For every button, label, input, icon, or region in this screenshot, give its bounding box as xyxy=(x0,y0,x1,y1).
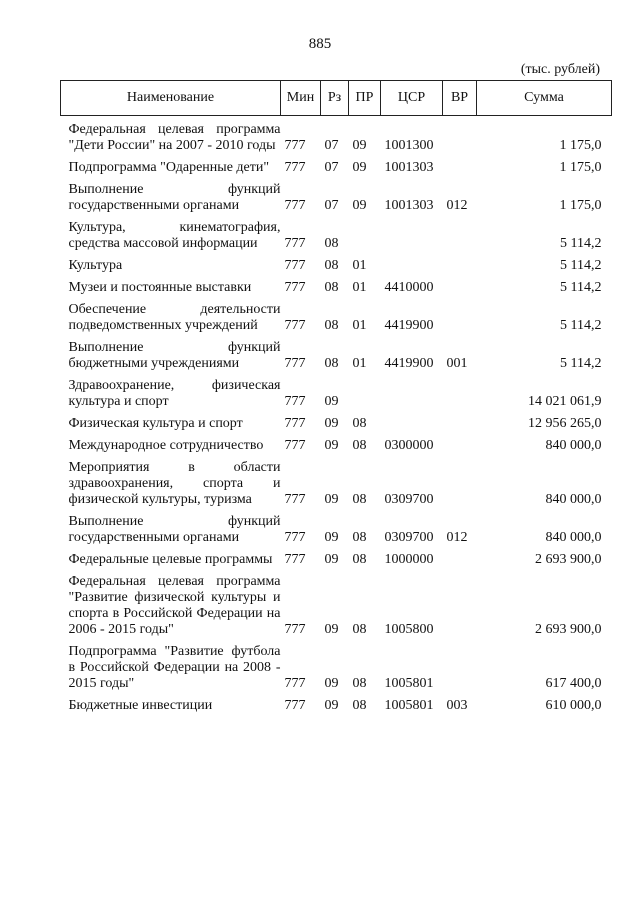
cell-csr: 1005801 xyxy=(384,698,434,713)
cell-name: Федеральная целевая программа "Развитие физической культуры и спорта в Российской Федерации на 2006 - 2015 годы" xyxy=(68,574,281,637)
cell-csr: 0300000 xyxy=(384,438,434,453)
cell-vr xyxy=(443,274,477,296)
cell-vr xyxy=(443,252,477,274)
cell-sum: 5 114,2 xyxy=(560,318,602,333)
cell-min: 777 xyxy=(284,280,306,295)
cell-min: 777 xyxy=(284,318,306,333)
cell-csr: 1000000 xyxy=(384,552,434,567)
cell-pr: 08 xyxy=(352,492,367,507)
table-header xyxy=(61,81,612,116)
cell-rz: 08 xyxy=(324,236,339,251)
cell-rz: 07 xyxy=(324,138,339,153)
cell-csr: 0309700 xyxy=(384,492,434,507)
table-row xyxy=(61,116,612,155)
cell-csr xyxy=(381,372,443,410)
table-row xyxy=(61,410,612,432)
cell-rz: 08 xyxy=(324,258,339,273)
cell-name: Выполнение функций государственными органами xyxy=(68,182,281,213)
cell-min: 777 xyxy=(284,160,306,175)
cell-sum: 1 175,0 xyxy=(559,160,602,175)
table-row xyxy=(61,274,612,296)
cell-pr: 08 xyxy=(352,552,367,567)
cell-csr: 1001300 xyxy=(384,138,434,153)
cell-csr: 1001303 xyxy=(384,198,434,213)
budget-table xyxy=(60,80,612,714)
cell-pr: 08 xyxy=(352,530,367,545)
cell-csr: 0309700 xyxy=(384,530,434,545)
cell-vr xyxy=(443,372,477,410)
cell-vr xyxy=(443,154,477,176)
cell-sum: 2 693 900,0 xyxy=(535,552,602,567)
table-row xyxy=(61,334,612,372)
cell-name: Обеспечение деятельности подведомственных учреждений xyxy=(68,302,281,333)
cell-rz: 07 xyxy=(324,198,339,213)
page-number: 885 xyxy=(308,36,332,52)
cell-pr xyxy=(349,214,381,252)
cell-pr: 09 xyxy=(352,160,367,175)
cell-pr: 01 xyxy=(352,280,367,295)
cell-name: Выполнение функций государственными органами xyxy=(68,514,281,545)
table-row xyxy=(61,638,612,692)
cell-min: 777 xyxy=(284,138,306,153)
cell-pr: 08 xyxy=(352,676,367,691)
table-row xyxy=(61,546,612,568)
cell-pr: 01 xyxy=(352,258,367,273)
table-row xyxy=(61,568,612,638)
cell-vr xyxy=(443,546,477,568)
table-row xyxy=(61,214,612,252)
table-body xyxy=(61,116,612,715)
cell-name: Здравоохранение, физическая культура и спорт xyxy=(68,378,281,409)
cell-sum: 610 000,0 xyxy=(545,698,602,713)
cell-pr: 08 xyxy=(352,416,367,431)
table-row xyxy=(61,252,612,274)
cell-name: Подпрограмма "Развитие футбола в Российской Федерации на 2008 - 2015 годы" xyxy=(68,644,281,691)
cell-sum: 14 021 061,9 xyxy=(528,394,602,409)
table-row xyxy=(61,296,612,334)
cell-csr: 4419900 xyxy=(384,356,434,371)
header-vr: ВР xyxy=(443,81,477,116)
table-row xyxy=(61,432,612,454)
cell-vr xyxy=(443,638,477,692)
cell-sum: 1 175,0 xyxy=(559,198,602,213)
cell-name: Федеральные целевые программы xyxy=(68,552,273,567)
cell-vr xyxy=(443,296,477,334)
cell-pr: 08 xyxy=(352,438,367,453)
cell-pr: 08 xyxy=(352,698,367,713)
cell-min: 777 xyxy=(284,198,306,213)
cell-vr xyxy=(443,454,477,508)
cell-sum: 840 000,0 xyxy=(545,530,602,545)
cell-min: 777 xyxy=(284,676,306,691)
cell-rz: 09 xyxy=(324,394,339,409)
cell-pr: 09 xyxy=(352,198,367,213)
table-row xyxy=(61,372,612,410)
cell-name: Федеральная целевая программа "Дети России" на 2007 - 2010 годы xyxy=(68,122,281,153)
cell-sum: 617 400,0 xyxy=(545,676,602,691)
cell-rz: 09 xyxy=(324,438,339,453)
cell-rz: 08 xyxy=(324,280,339,295)
cell-sum: 2 693 900,0 xyxy=(535,622,602,637)
cell-name: Музеи и постоянные выставки xyxy=(68,280,252,295)
cell-vr: 003 xyxy=(446,698,468,713)
cell-min: 777 xyxy=(284,236,306,251)
cell-min: 777 xyxy=(284,552,306,567)
cell-sum: 5 114,2 xyxy=(560,258,602,273)
cell-min: 777 xyxy=(284,416,306,431)
cell-rz: 08 xyxy=(324,356,339,371)
cell-name: Культура, кинематография, средства массовой информации xyxy=(68,220,281,251)
cell-pr: 09 xyxy=(352,138,367,153)
cell-min: 777 xyxy=(284,698,306,713)
cell-sum: 5 114,2 xyxy=(560,236,602,251)
table-row xyxy=(61,692,612,714)
cell-rz: 09 xyxy=(324,622,339,637)
units-label: (тыс. рублей) xyxy=(520,62,600,77)
header-min: Мин xyxy=(281,81,321,116)
cell-name: Физическая культура и спорт xyxy=(68,416,243,431)
cell-pr: 01 xyxy=(352,356,367,371)
cell-rz: 08 xyxy=(324,318,339,333)
cell-min: 777 xyxy=(284,258,306,273)
cell-rz: 09 xyxy=(324,552,339,567)
cell-rz: 07 xyxy=(324,160,339,175)
cell-vr xyxy=(443,568,477,638)
cell-vr: 012 xyxy=(446,530,468,545)
cell-sum: 12 956 265,0 xyxy=(528,416,602,431)
cell-min: 777 xyxy=(284,492,306,507)
cell-rz: 09 xyxy=(324,530,339,545)
cell-rz: 09 xyxy=(324,698,339,713)
cell-pr xyxy=(349,372,381,410)
table-row xyxy=(61,154,612,176)
cell-csr: 4410000 xyxy=(384,280,434,295)
cell-name: Мероприятия в области здравоохранения, спорта и физической культуры, туризма xyxy=(68,460,281,507)
header-sum: Сумма xyxy=(477,81,612,116)
cell-csr: 1001303 xyxy=(384,160,434,175)
table-row xyxy=(61,508,612,546)
cell-sum: 1 175,0 xyxy=(559,138,602,153)
cell-name: Подпрограмма "Одаренные дети" xyxy=(68,160,270,175)
header-rz: Рз xyxy=(321,81,349,116)
header-csr: ЦСР xyxy=(381,81,443,116)
cell-csr xyxy=(381,252,443,274)
cell-name: Выполнение функций бюджетными учреждениями xyxy=(68,340,281,371)
cell-vr: 001 xyxy=(446,356,468,371)
cell-name: Бюджетные инвестиции xyxy=(68,698,213,713)
cell-rz: 09 xyxy=(324,416,339,431)
cell-pr: 08 xyxy=(352,622,367,637)
cell-vr: 012 xyxy=(446,198,468,213)
cell-name: Международное сотрудничество xyxy=(68,438,264,453)
cell-vr xyxy=(443,432,477,454)
cell-sum: 5 114,2 xyxy=(560,356,602,371)
cell-csr: 4419900 xyxy=(384,318,434,333)
table-row xyxy=(61,454,612,508)
cell-min: 777 xyxy=(284,622,306,637)
cell-rz: 09 xyxy=(324,676,339,691)
header-name: Наименование xyxy=(61,81,281,116)
cell-min: 777 xyxy=(284,438,306,453)
cell-min: 777 xyxy=(284,356,306,371)
header-pr: ПР xyxy=(349,81,381,116)
table-row xyxy=(61,176,612,214)
cell-rz: 09 xyxy=(324,492,339,507)
cell-vr xyxy=(443,410,477,432)
cell-min: 777 xyxy=(284,394,306,409)
cell-vr xyxy=(443,214,477,252)
cell-csr: 1005800 xyxy=(384,622,434,637)
cell-sum: 840 000,0 xyxy=(545,492,602,507)
cell-csr: 1005801 xyxy=(384,676,434,691)
cell-vr xyxy=(443,116,477,155)
cell-csr xyxy=(381,410,443,432)
cell-sum: 5 114,2 xyxy=(560,280,602,295)
cell-csr xyxy=(381,214,443,252)
cell-name: Культура xyxy=(68,258,123,273)
cell-pr: 01 xyxy=(352,318,367,333)
cell-sum: 840 000,0 xyxy=(545,438,602,453)
cell-min: 777 xyxy=(284,530,306,545)
